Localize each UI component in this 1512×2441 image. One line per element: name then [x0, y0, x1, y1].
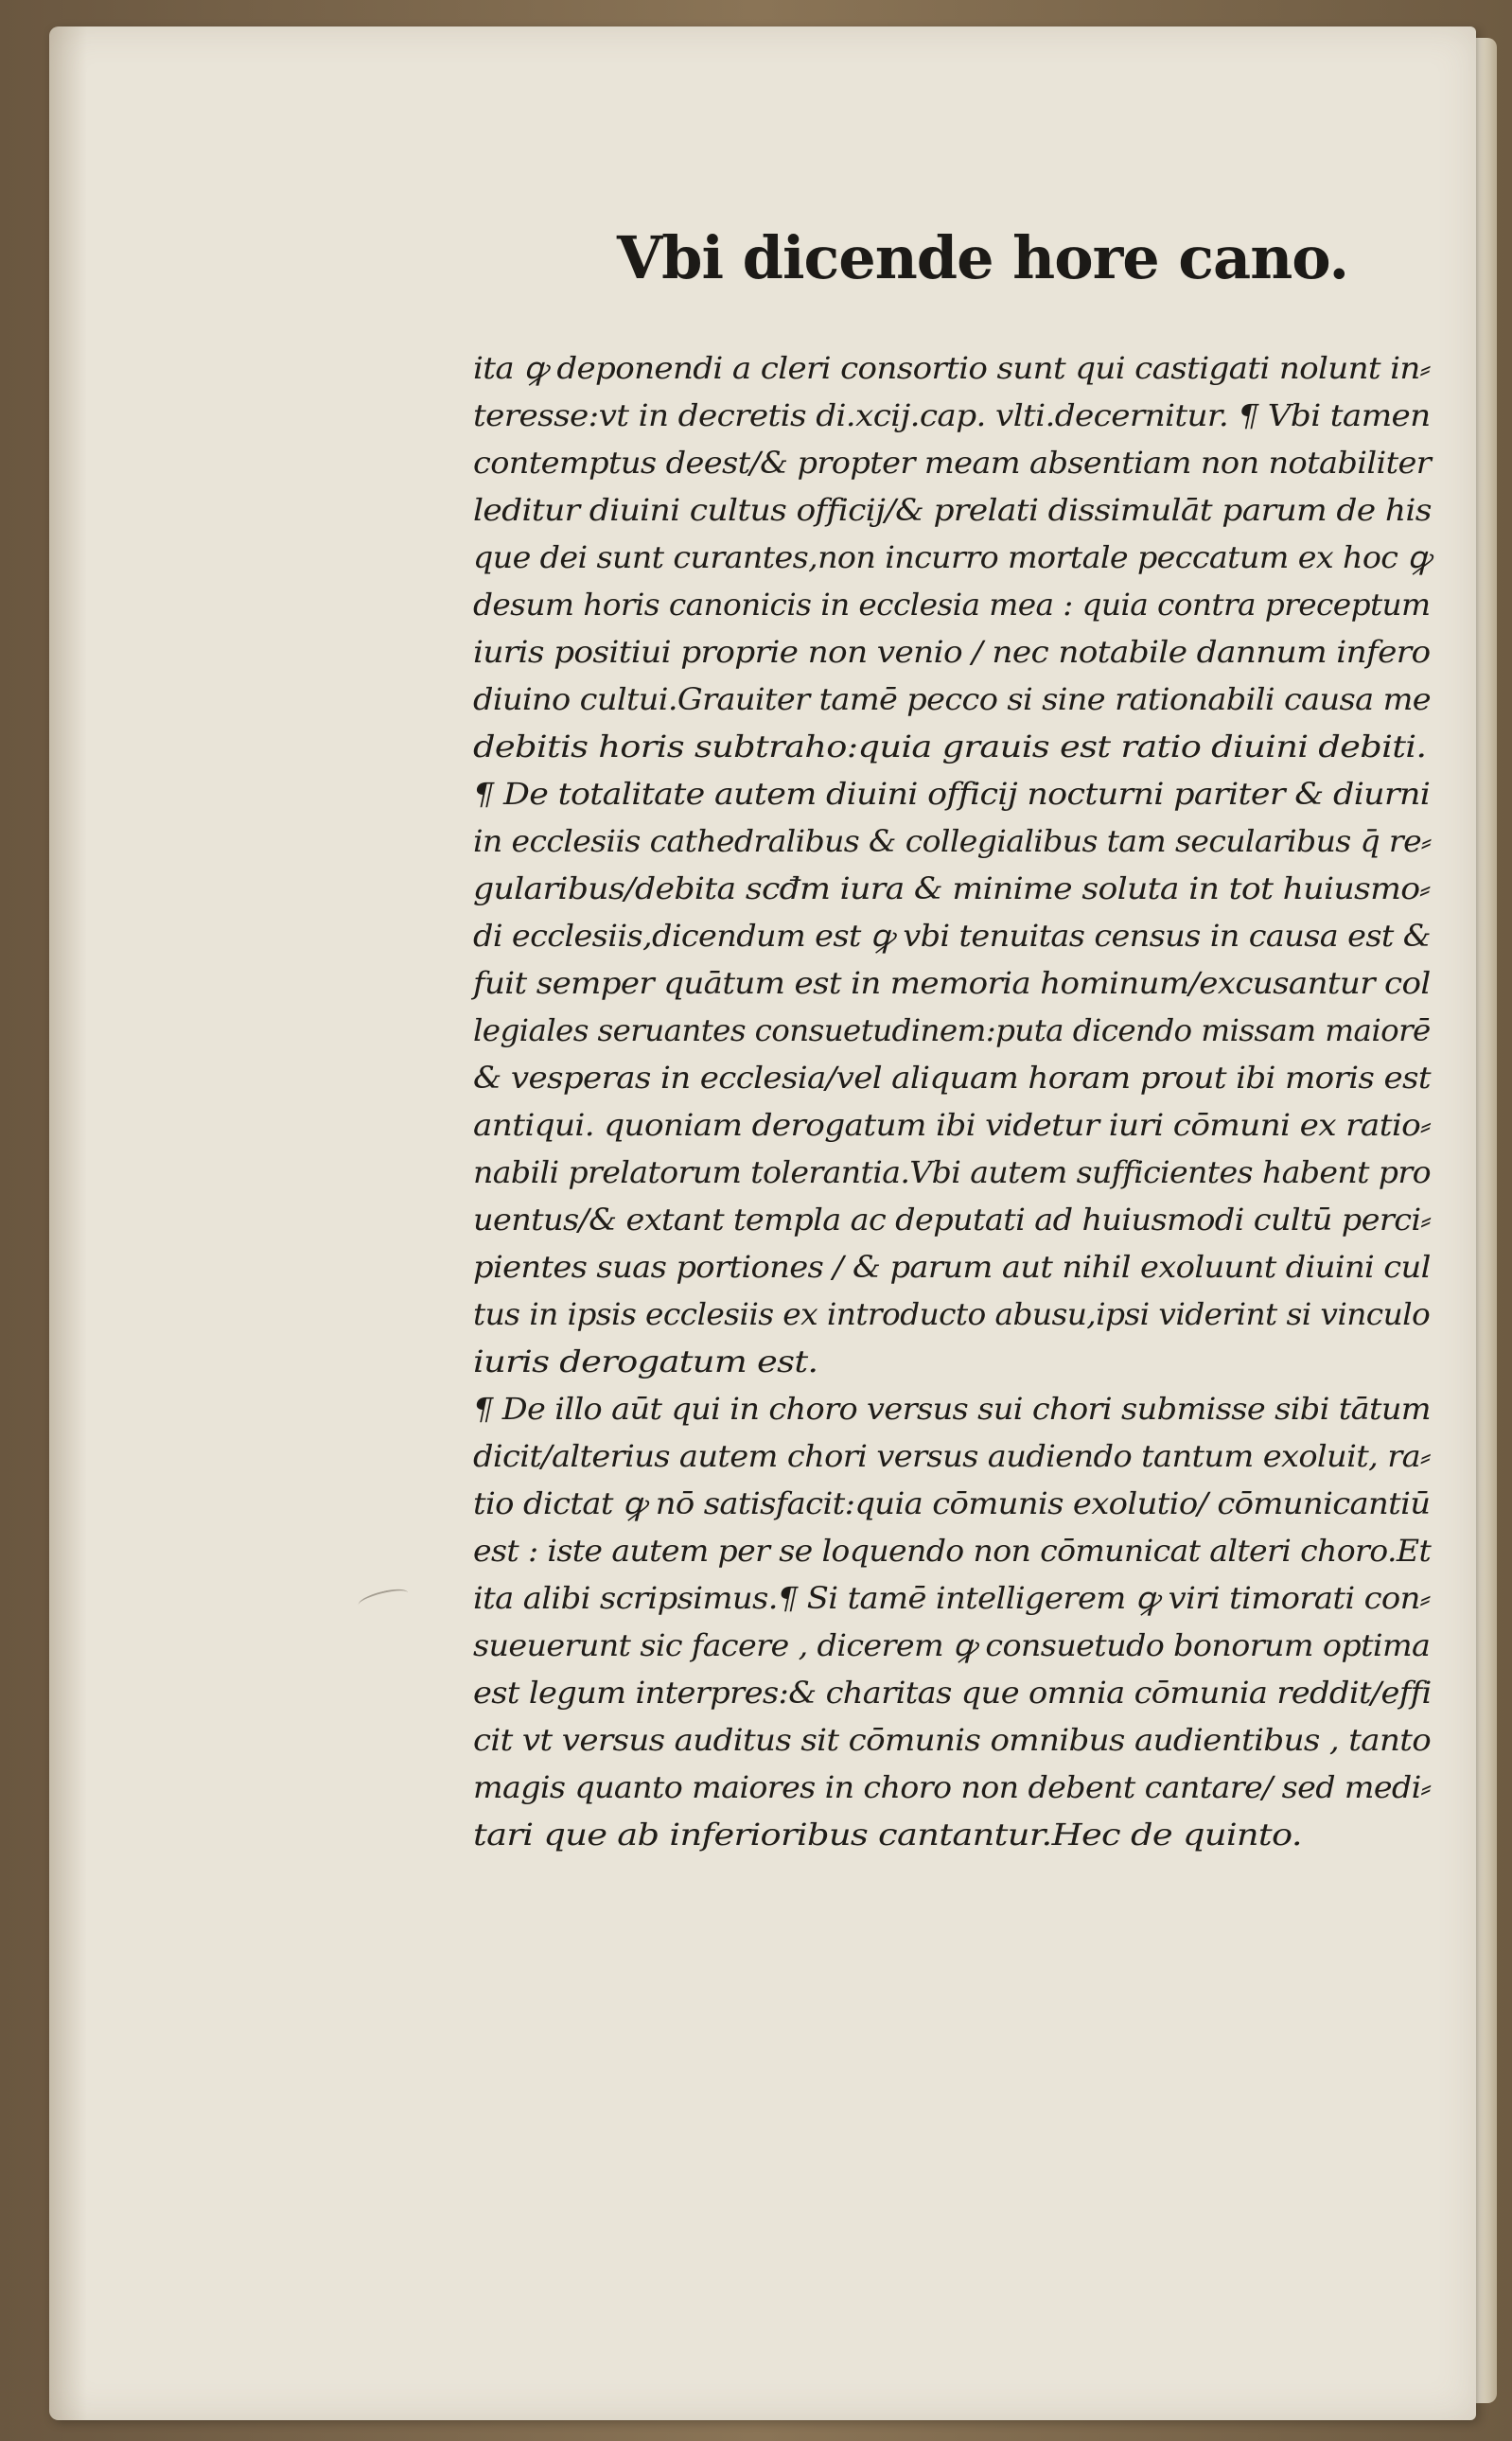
text-line: dicit/alterius autem chori versus audiendo tantum exoluit, ra⸗ [473, 1438, 1431, 1474]
text-line: est legum interpres:& charitas que omnia cōmunia reddit/effi [473, 1675, 1432, 1711]
text-line: iuris derogatum est. [473, 1343, 818, 1379]
text-line: leditur diuini cultus officij/& prelati dissimulāt parum de his [473, 492, 1432, 528]
text-line: pientes suas portiones / & parum aut nihil exoluunt diuini cul [473, 1249, 1431, 1285]
text-line: sueuerunt sic facere , dicerem ꝙ consuetudo bonorum optima [473, 1627, 1431, 1663]
text-line: debitis horis subtraho:quia grauis est ratio diuini debiti. [473, 729, 1427, 764]
text-line: que dei sunt curantes,non incurro mortale peccatum ex hoc ꝙ [473, 539, 1431, 575]
text-line: fuit semper quātum est in memoria hominum/excusantur col [473, 965, 1431, 1001]
text-line: desum horis canonicis in ecclesia mea : quia contra preceptum [473, 587, 1431, 623]
text-line: magis quanto maiores in choro non debent cantare/ sed medi⸗ [473, 1769, 1432, 1805]
text-line: ¶ De illo aūt qui in choro versus sui chori submisse sibi tātum [473, 1391, 1431, 1427]
text-line: est : iste autem per se loquendo non cōmunicat alteri choro.Et [473, 1533, 1432, 1569]
text-line: ¶ De totalitate autem diuini officij nocturni pariter & diurni [473, 776, 1431, 812]
text-line: nabili prelatorum tolerantia.Vbi autem sufficientes habent pro [473, 1154, 1432, 1190]
text-line: tus in ipsis ecclesiis ex introducto abusu,ipsi viderint si vinculo [473, 1296, 1431, 1332]
text-line: ita ꝙ deponendi a cleri consortio sunt qui castigati nolunt in⸗ [473, 350, 1431, 386]
text-line: legiales seruantes consuetudinem:puta dicendo missam maiorē [473, 1012, 1431, 1048]
text-line: iuris positiui proprie non venio / nec notabile dannum infero [473, 634, 1431, 670]
running-head: Vbi dicende hore cano. [617, 223, 1349, 292]
text-line: in ecclesiis cathedralibus & collegialibus tam secularibus q̄ re⸗ [473, 823, 1432, 859]
text-line: uentus/& extant templa ac deputati ad huiusmodi cultū perci⸗ [473, 1202, 1432, 1238]
text-line: & vesperas in ecclesia/vel aliquam horam prout ibi moris est [473, 1060, 1431, 1096]
text-line: teresse:vt in decretis di.xcij.cap. vlti.decernitur. ¶ Vbi tamen [473, 397, 1431, 433]
text-line: diuino cultui.Grauiter tamē pecco si sine rationabili causa me [473, 681, 1432, 717]
text-line: di ecclesiis,dicendum est ꝙ vbi tenuitas census in causa est & [473, 918, 1431, 954]
text-line: tari que ab inferioribus cantantur.Hec de quinto. [473, 1817, 1302, 1853]
text-line: gularibus/debita scđm iura & minime soluta in tot huiusmo⸗ [473, 870, 1431, 906]
text-line: antiqui. quoniam derogatum ibi videtur iuri cōmuni ex ratio⸗ [473, 1107, 1431, 1143]
text-line: cit vt versus auditus sit cōmunis omnibus audientibus , tanto [473, 1722, 1432, 1758]
text-line: tio dictat ꝙ nō satisfacit:quia cōmunis exolutio/ cōmunicantiū [473, 1485, 1431, 1521]
gutter-shadow [49, 26, 87, 2420]
text-line: ita alibi scripsimus.¶ Si tamē intelligerem ꝙ viri timorati con⸗ [473, 1580, 1431, 1616]
text-line: contemptus deest/& propter meam absentiam non notabiliter [473, 445, 1432, 481]
body-text [473, 344, 1448, 1858]
